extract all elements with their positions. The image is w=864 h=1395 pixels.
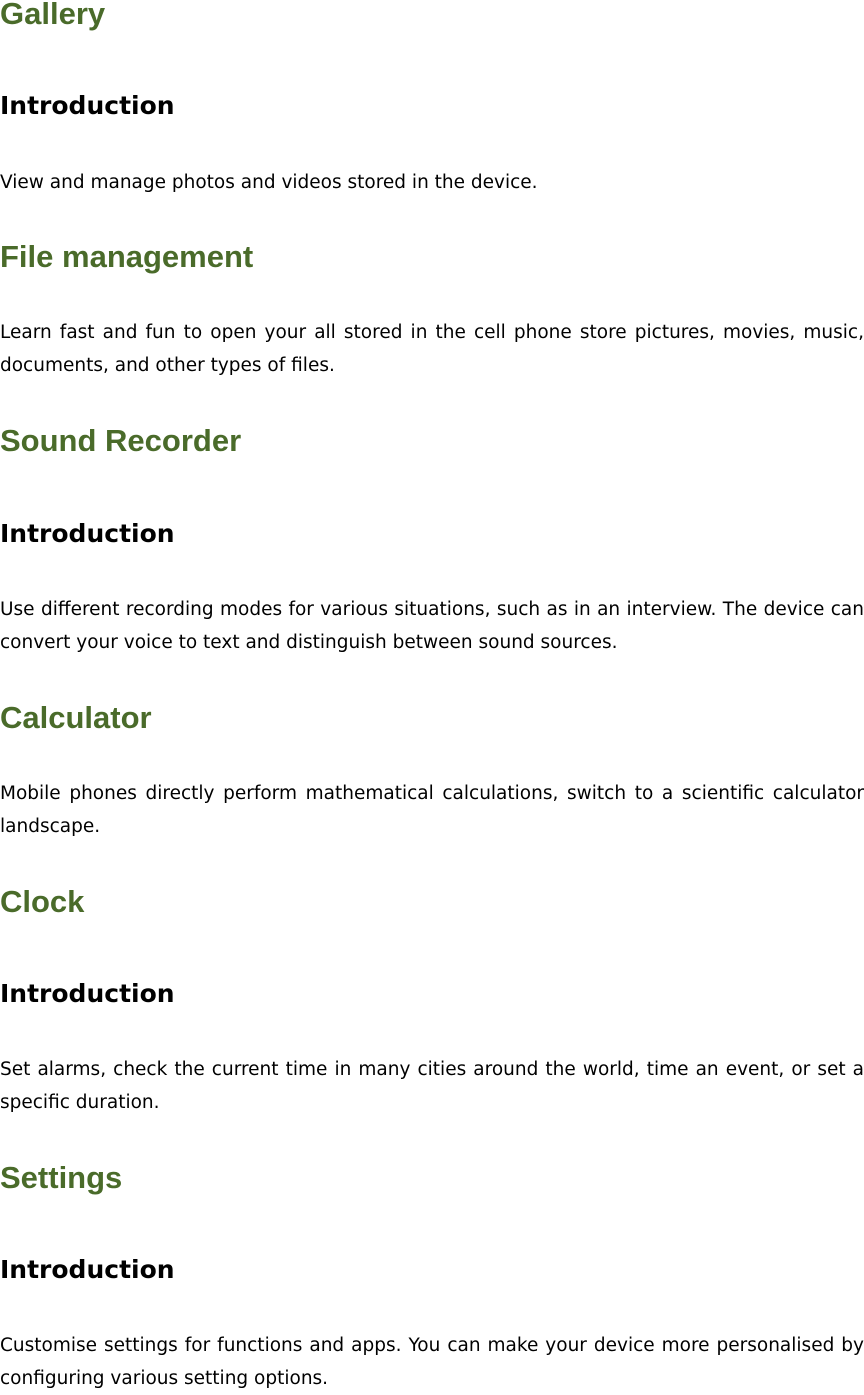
clock-title: Clock (0, 884, 85, 919)
calculator-text: Mobile phones directly perform mathematical calculations, switch to a scientific calculator landscape. (0, 783, 864, 837)
sound-recorder-intro-text: Use different recording modes for various situations, such as in an interview. The device can convert your voice to text and distinguish between sound sources. (0, 599, 864, 653)
clock-intro-heading: Introduction (0, 979, 175, 1008)
sound-recorder-intro-heading: Introduction (0, 519, 175, 548)
file-management-title: File management (0, 239, 254, 274)
file-management-text: Learn fast and fun to open your all stored in the cell phone store pictures, movies, music, documents, and other types of files. (0, 322, 864, 376)
calculator-title: Calculator (0, 700, 152, 735)
sound-recorder-title: Sound Recorder (0, 423, 242, 458)
settings-intro-text: Customise settings for functions and apps. You can make your device more personalised by configuring various setting options. (0, 1335, 864, 1389)
settings-title: Settings (0, 1160, 123, 1195)
gallery-title: Gallery (0, 0, 106, 31)
gallery-intro-heading: Introduction (0, 91, 175, 120)
settings-intro-heading: Introduction (0, 1255, 175, 1284)
clock-intro-text: Set alarms, check the current time in many cities around the world, time an event, or set a specific duration. (0, 1059, 864, 1113)
gallery-intro-text: View and manage photos and videos stored in the device. (0, 172, 538, 193)
